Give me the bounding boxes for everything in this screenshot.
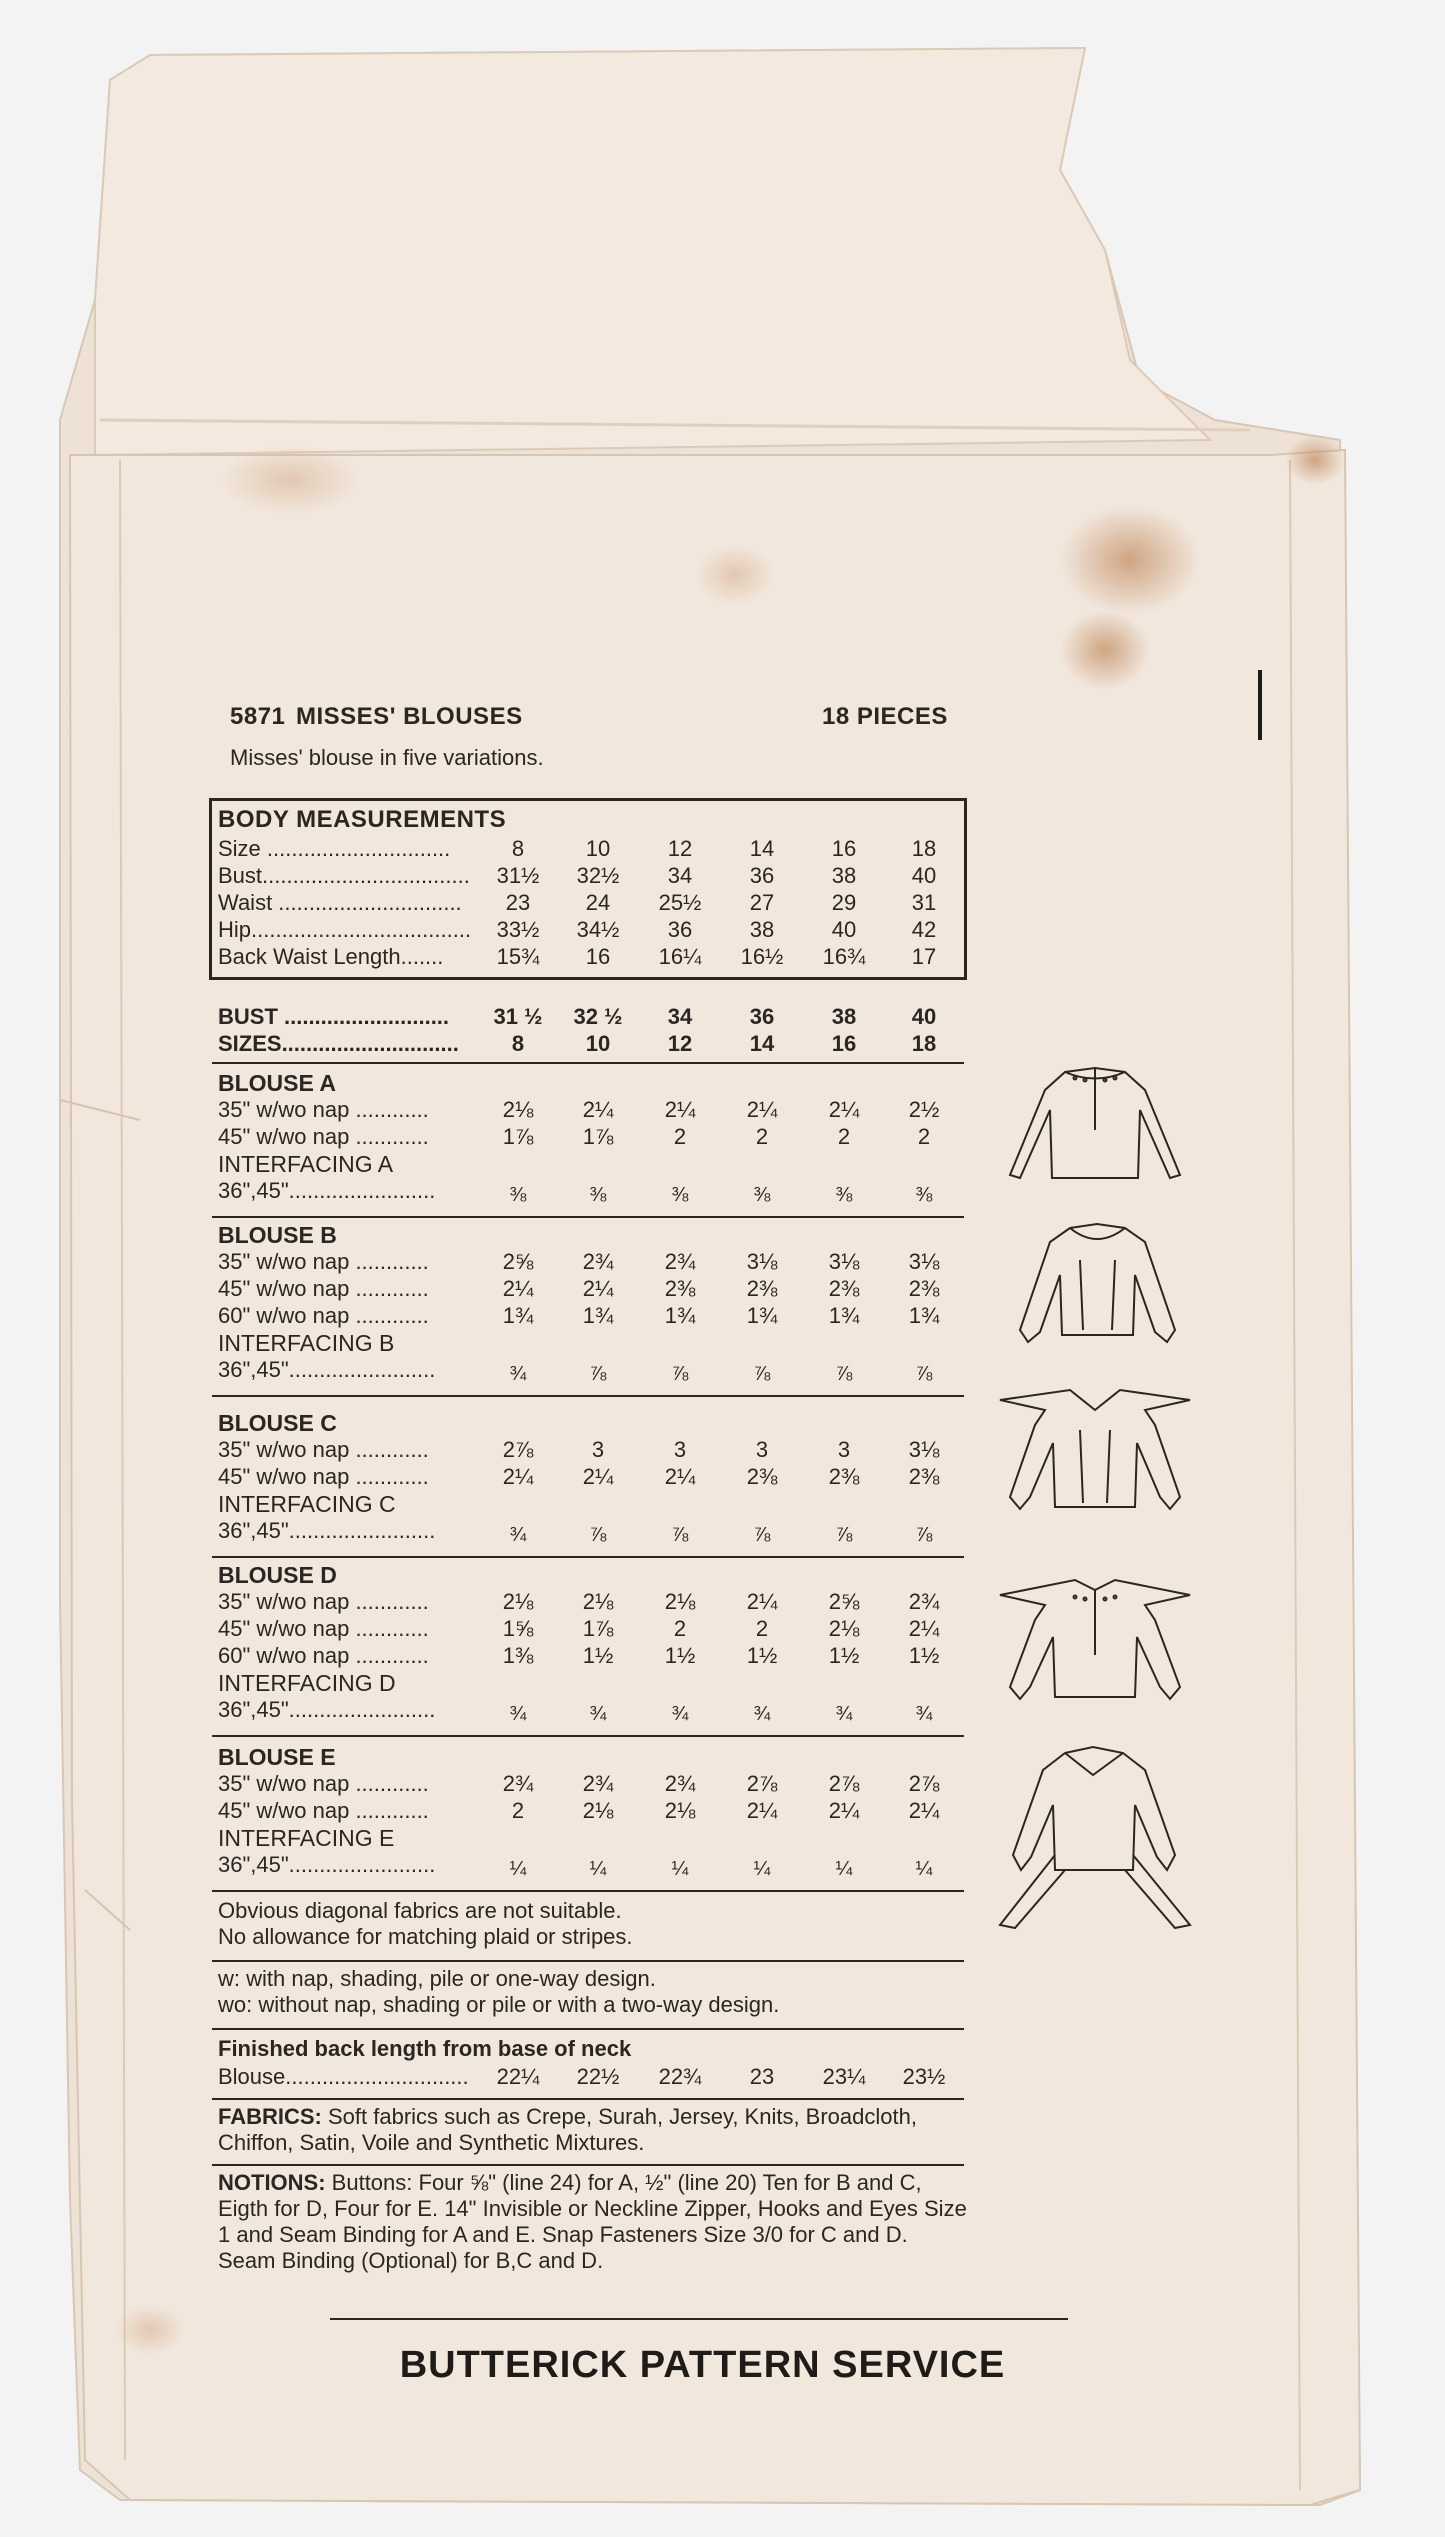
pattern-number: 5871 (230, 703, 286, 730)
row-value: 8 (511, 836, 525, 861)
size-row (218, 1004, 962, 1031)
interfacing-row (218, 1357, 962, 1389)
row-value: 2¾ (582, 1249, 614, 1274)
row-value: 1½ (908, 1643, 940, 1668)
row-value: ⅜ (753, 1184, 771, 1206)
row-value: 22¼ (496, 2064, 540, 2089)
row-label: BUST ........................... (218, 1004, 450, 1029)
row-value: 16½ (740, 944, 784, 969)
measurement-row (218, 944, 962, 971)
row-label: 60" w/wo nap ............ (218, 1303, 429, 1328)
row-value: 2⅞ (746, 1771, 778, 1796)
row-value: 38 (831, 1004, 857, 1029)
body-measurements-heading: BODY MEASUREMENTS (218, 806, 507, 833)
row-value: 32 ½ (573, 1004, 623, 1029)
divider (212, 1735, 964, 1737)
interfacing-heading: INTERFACING C (218, 1491, 396, 1517)
divider (212, 1062, 964, 1064)
row-label: 36",45"........................ (218, 1697, 436, 1722)
interfacing-row (218, 1178, 962, 1210)
interfacing-heading: INTERFACING E (218, 1825, 395, 1851)
row-value: ¼ (835, 1858, 853, 1880)
row-value: 3⅛ (828, 1249, 860, 1274)
row-value: 23 (505, 890, 531, 915)
row-value: ⅜ (509, 1184, 527, 1206)
row-value: 12 (667, 1031, 693, 1056)
row-value: ⅞ (589, 1363, 607, 1385)
yardage-row (218, 1798, 962, 1825)
notions-paragraph (218, 2170, 968, 2274)
row-label: 60" w/wo nap ............ (218, 1643, 429, 1668)
row-value: 1¾ (502, 1303, 534, 1328)
yardage-row (218, 1276, 962, 1303)
interfacing-row (218, 1852, 962, 1884)
row-value: 2⅜ (828, 1276, 860, 1301)
row-value: 34 (667, 863, 693, 888)
row-value: ¾ (835, 1703, 853, 1725)
row-value: 1½ (664, 1643, 696, 1668)
row-value: 14 (749, 836, 775, 861)
row-value: 15¾ (496, 944, 540, 969)
measurement-row (218, 863, 962, 890)
row-value: ⅞ (915, 1363, 933, 1385)
blouse-e-sketch (995, 1745, 1195, 1930)
row-label: Bust.................................. (218, 863, 470, 888)
row-value: 2¾ (502, 1771, 534, 1796)
row-value: 10 (585, 1031, 611, 1056)
row-value: 2 (755, 1616, 769, 1641)
fabrics-label: FABRICS: (218, 2104, 322, 2129)
row-value: 3⅛ (908, 1437, 940, 1462)
divider (212, 1395, 964, 1397)
yardage-row (218, 1124, 962, 1151)
measurement-row (218, 917, 962, 944)
divider (212, 1216, 964, 1218)
row-label: 45" w/wo nap ............ (218, 1616, 429, 1641)
row-value: ¾ (753, 1703, 771, 1725)
blouse-section (218, 1562, 962, 1729)
footer-brand (0, 2344, 1445, 2387)
row-value: 2¼ (502, 1464, 534, 1489)
row-value: ⅞ (753, 1524, 771, 1546)
interfacing-row (218, 1697, 962, 1729)
row-value: ⅜ (671, 1184, 689, 1206)
finished-length-table (218, 2064, 962, 2091)
row-value: 12 (667, 836, 693, 861)
row-value: 34 (667, 1004, 693, 1029)
row-value: 1¾ (582, 1303, 614, 1328)
divider (212, 1890, 964, 1892)
blouse-section (218, 1744, 962, 1884)
row-value: 16¼ (658, 944, 702, 969)
row-value: ¾ (915, 1703, 933, 1725)
fabrics-text: Soft fabrics such as Crepe, Surah, Jersey, Knits, Broadcloth, Chiffon, Satin, Voile and Synthetic Mixtures. (218, 2104, 917, 2155)
row-value: 1⅞ (582, 1124, 614, 1149)
divider (212, 1556, 964, 1558)
divider (212, 2164, 964, 2166)
row-value: ¾ (671, 1703, 689, 1725)
row-value: ¼ (509, 1858, 527, 1880)
row-value: ¼ (671, 1858, 689, 1880)
row-value: 16 (831, 1031, 857, 1056)
row-value: 2 (837, 1124, 851, 1149)
row-value: 2¼ (828, 1798, 860, 1823)
row-value: 2 (673, 1124, 687, 1149)
row-value: 2⅜ (746, 1464, 778, 1489)
row-value: 2¼ (582, 1276, 614, 1301)
row-value: ¼ (753, 1858, 771, 1880)
size-row (218, 1031, 962, 1058)
yardage-row (218, 1589, 962, 1616)
row-value: 2⅞ (908, 1771, 940, 1796)
row-value: 1⅞ (502, 1124, 534, 1149)
row-value: ⅞ (589, 1524, 607, 1546)
row-label: Size .............................. (218, 836, 451, 861)
row-value: ¾ (509, 1524, 527, 1546)
row-value: ⅞ (671, 1524, 689, 1546)
row-value: 2⅛ (664, 1798, 696, 1823)
blouse-a-sketch (995, 1060, 1200, 1200)
pattern-subtitle: Misses' blouse in five variations. (230, 745, 544, 770)
row-value: 16 (585, 944, 611, 969)
row-value: 3⅛ (908, 1249, 940, 1274)
row-value: 1¾ (828, 1303, 860, 1328)
row-value: 2¾ (908, 1589, 940, 1614)
interfacing-row (218, 1518, 962, 1550)
blouse-section (218, 1410, 962, 1550)
row-value: 2⅛ (502, 1097, 534, 1122)
row-value: 2¾ (664, 1771, 696, 1796)
row-value: 29 (831, 890, 857, 915)
yardage-row (218, 1437, 962, 1464)
measurement-row (218, 890, 962, 917)
row-label: Back Waist Length....... (218, 944, 444, 969)
row-value: 2½ (908, 1097, 940, 1122)
row-value: 31½ (496, 863, 540, 888)
row-value: 2¼ (664, 1097, 696, 1122)
pattern-title: MISSES' BLOUSES (296, 703, 523, 730)
row-value: 2¼ (664, 1464, 696, 1489)
row-value: 2¾ (664, 1249, 696, 1274)
row-label: 36",45"........................ (218, 1357, 436, 1382)
row-label: 35" w/wo nap ............ (218, 1097, 429, 1122)
interfacing-heading: INTERFACING D (218, 1670, 396, 1696)
row-label: 36",45"........................ (218, 1852, 436, 1877)
row-value: 34½ (576, 917, 620, 942)
row-value: 2⅞ (502, 1437, 534, 1462)
row-value: 2⅜ (746, 1276, 778, 1301)
row-value: 16¾ (822, 944, 866, 969)
row-label: 36",45"........................ (218, 1178, 436, 1203)
row-value: 2⅛ (828, 1616, 860, 1641)
body-measurements-table (218, 836, 962, 971)
row-value: 1¾ (664, 1303, 696, 1328)
row-value: 1½ (582, 1643, 614, 1668)
row-value: 1⅜ (502, 1643, 534, 1668)
row-value: ⅜ (589, 1184, 607, 1206)
row-value: ⅞ (753, 1363, 771, 1385)
row-value: 38 (749, 917, 775, 942)
notions-text: Buttons: Four ⅝" (line 24) for A, ½" (line 20) Ten for B and C, Eigth for D, Four for E. 14" Invisible or Neckline Zipper, Hooks and Eyes Size 1 and Seam Binding for A and E. Snap Fasteners Size 3/0 for C and D. Seam Binding (Optional) for B,C and D. (218, 2170, 967, 2273)
yardage-row (218, 1771, 962, 1798)
row-value: 3 (673, 1437, 687, 1462)
row-value: 2⅛ (582, 1589, 614, 1614)
row-value: 2⅞ (828, 1771, 860, 1796)
row-value: 33½ (496, 917, 540, 942)
divider (212, 2098, 964, 2100)
row-value: 2⅝ (828, 1589, 860, 1614)
with-nap-definition: w: with nap, shading, pile or one-way design. (218, 1966, 656, 1991)
yardage-row (218, 1643, 962, 1670)
blouse-c-sketch (995, 1385, 1195, 1520)
row-value: 3⅛ (746, 1249, 778, 1274)
blouse-heading: BLOUSE B (218, 1222, 337, 1248)
row-value: 36 (749, 1004, 775, 1029)
row-value: 2⅛ (502, 1589, 534, 1614)
row-value: 2 (755, 1124, 769, 1149)
row-value: 2⅜ (664, 1276, 696, 1301)
footer-text: BUTTERICK PATTERN SERVICE (399, 2344, 1006, 2386)
finished-length-heading: Finished back length from base of neck (218, 2036, 632, 2061)
blouse-heading: BLOUSE E (218, 1744, 336, 1770)
yardage-row (218, 1249, 962, 1276)
row-value: 40 (911, 863, 937, 888)
row-value: 2¼ (908, 1616, 940, 1641)
row-value: ⅞ (835, 1363, 853, 1385)
interfacing-heading: INTERFACING A (218, 1151, 394, 1177)
row-value: ¾ (509, 1363, 527, 1385)
row-value: 2 (917, 1124, 931, 1149)
yardage-row (218, 1464, 962, 1491)
row-value: ¾ (589, 1703, 607, 1725)
row-value: 2⅜ (908, 1464, 940, 1489)
row-label: Hip.................................... (218, 917, 472, 942)
row-value: 2 (673, 1616, 687, 1641)
row-value: 2⅝ (502, 1249, 534, 1274)
row-label: 45" w/wo nap ............ (218, 1798, 429, 1823)
row-value: 2¼ (746, 1798, 778, 1823)
row-value: 36 (667, 917, 693, 942)
row-value: 2⅛ (664, 1589, 696, 1614)
row-value: 23 (749, 2064, 775, 2089)
row-label: 35" w/wo nap ............ (218, 1249, 429, 1274)
row-value: 40 (831, 917, 857, 942)
row-value: ¼ (589, 1858, 607, 1880)
blouse-heading: BLOUSE C (218, 1410, 337, 1436)
diagonal-note-1: Obvious diagonal fabrics are not suitable. (218, 1898, 622, 1923)
divider (212, 2028, 964, 2030)
blouse-b-sketch (1005, 1220, 1190, 1350)
blouse-section (218, 1222, 962, 1389)
row-value: 2⅜ (828, 1464, 860, 1489)
row-value: 3 (755, 1437, 769, 1462)
piece-count: 18 PIECES (822, 703, 948, 730)
blouse-d-sketch (995, 1575, 1195, 1710)
footer-rule (330, 2318, 1068, 2320)
row-value: ⅞ (835, 1524, 853, 1546)
row-value: 3 (837, 1437, 851, 1462)
blouse-section (218, 1070, 962, 1210)
row-value: 2¼ (582, 1464, 614, 1489)
row-value: 3 (591, 1437, 605, 1462)
blouse-heading: BLOUSE A (218, 1070, 336, 1096)
row-value: 2⅛ (582, 1798, 614, 1823)
row-value: 16 (831, 836, 857, 861)
row-value: ⅜ (915, 1184, 933, 1206)
row-value: 17 (911, 944, 937, 969)
row-value: ¾ (509, 1703, 527, 1725)
row-value: 18 (911, 836, 937, 861)
row-value: 27 (749, 890, 775, 915)
row-value: 1½ (828, 1643, 860, 1668)
row-label: 45" w/wo nap ............ (218, 1276, 429, 1301)
row-value: 42 (911, 917, 937, 942)
row-value: 1⅝ (502, 1616, 534, 1641)
finished-length-row (218, 2064, 962, 2091)
size-header-table (218, 1004, 962, 1058)
row-value: 40 (911, 1004, 937, 1029)
row-value: 31 (911, 890, 937, 915)
diagonal-note-2: No allowance for matching plaid or stripes. (218, 1924, 633, 1949)
row-label: Waist .............................. (218, 890, 462, 915)
row-value: 32½ (576, 863, 620, 888)
yardage-row (218, 1097, 962, 1124)
row-label: 45" w/wo nap ............ (218, 1464, 429, 1489)
row-value: ¼ (915, 1858, 933, 1880)
notions-label: NOTIONS: (218, 2170, 326, 2195)
row-value: 2¼ (908, 1798, 940, 1823)
row-value: 38 (831, 863, 857, 888)
row-label: Blouse.............................. (218, 2064, 469, 2089)
row-value: 2¾ (582, 1771, 614, 1796)
row-value: 2¼ (582, 1097, 614, 1122)
row-value: 23¼ (822, 2064, 866, 2089)
row-value: 2¼ (828, 1097, 860, 1122)
row-value: 1⅞ (582, 1616, 614, 1641)
row-value: 14 (749, 1031, 775, 1056)
row-value: 2¼ (502, 1276, 534, 1301)
row-value: 10 (585, 836, 611, 861)
row-value: 1¾ (908, 1303, 940, 1328)
row-label: 45" w/wo nap ............ (218, 1124, 429, 1149)
divider (212, 1960, 964, 1962)
without-nap-definition: wo: without nap, shading or pile or with a two-way design. (218, 1992, 780, 2017)
row-value: 18 (911, 1031, 937, 1056)
measurement-row (218, 836, 962, 863)
interfacing-heading: INTERFACING B (218, 1330, 395, 1356)
row-value: 25½ (658, 890, 702, 915)
row-label: 35" w/wo nap ............ (218, 1589, 429, 1614)
row-value: ⅞ (915, 1524, 933, 1546)
row-label: 36",45"........................ (218, 1518, 436, 1543)
row-value: 1¾ (746, 1303, 778, 1328)
blouse-heading: BLOUSE D (218, 1562, 337, 1588)
yardage-row (218, 1303, 962, 1330)
row-value: 2 (511, 1798, 525, 1823)
row-value: ⅜ (835, 1184, 853, 1206)
fabrics-paragraph (218, 2104, 968, 2156)
row-value: 23½ (902, 2064, 946, 2089)
row-value: 22¾ (658, 2064, 702, 2089)
row-value: 1½ (746, 1643, 778, 1668)
row-value: 24 (585, 890, 611, 915)
row-value: ⅞ (671, 1363, 689, 1385)
row-value: 22½ (576, 2064, 620, 2089)
row-value: 2¼ (746, 1589, 778, 1614)
row-value: 31 ½ (493, 1004, 543, 1029)
row-label: SIZES............................. (218, 1031, 459, 1056)
row-value: 2¼ (746, 1097, 778, 1122)
row-label: 35" w/wo nap ............ (218, 1437, 429, 1462)
row-value: 8 (511, 1031, 525, 1056)
yardage-row (218, 1616, 962, 1643)
row-label: 35" w/wo nap ............ (218, 1771, 429, 1796)
row-value: 2⅜ (908, 1276, 940, 1301)
row-value: 36 (749, 863, 775, 888)
